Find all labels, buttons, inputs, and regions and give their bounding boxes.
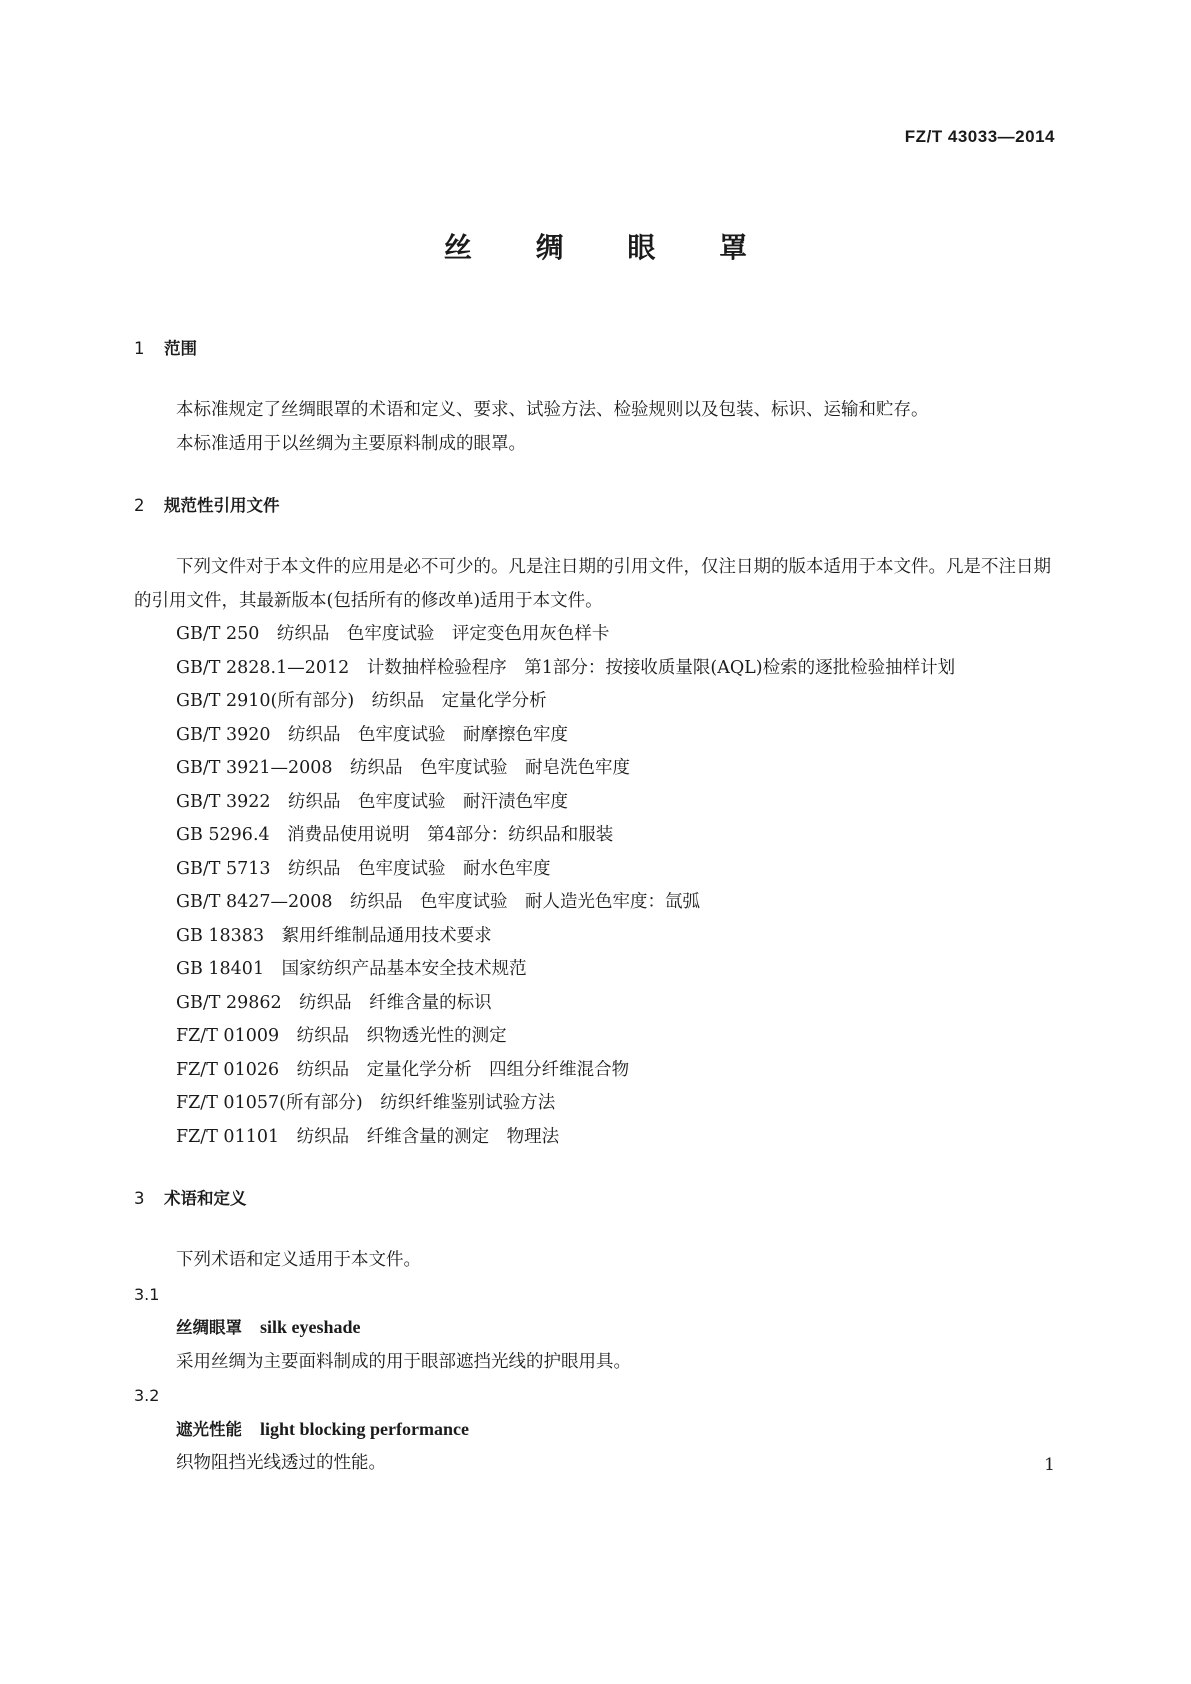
paragraph: 下列术语和定义适用于本文件。 — [176, 1250, 421, 1270]
term-en: light blocking performance — [260, 1418, 469, 1439]
term-zh: 丝绸眼罩 — [176, 1318, 242, 1337]
section-heading-terms-definitions — [134, 1182, 1057, 1216]
term-definition: 采用丝绸为主要面料制成的用于眼部遮挡光线的护眼用具。 — [176, 1351, 631, 1372]
reference-item: FZ/T 01009 纺织品 织物透光性的测定 — [176, 1026, 507, 1046]
term-definition: 织物阻挡光线透过的性能。 — [176, 1453, 386, 1473]
reference-item: GB/T 2828.1—2012 计数抽样检验程序 第1部分：按接收质量限(AQL)检索的逐批检验抽样计划 — [176, 657, 956, 678]
reference-item: GB 5296.4 消费品使用说明 第4部分：纺织品和服装 — [176, 825, 614, 845]
term-number: 3.1 — [134, 1284, 160, 1304]
reference-item: GB/T 3922 纺织品 色牢度试验 耐汗渍色牢度 — [176, 791, 569, 812]
section-title: 规范性引用文件 — [164, 496, 280, 515]
paragraph: 本标准适用于以丝绸为主要原料制成的眼罩。 — [176, 433, 526, 454]
term-heading — [134, 1413, 1057, 1448]
section-heading-normative-references — [134, 489, 1057, 523]
reference-item: GB/T 3920 纺织品 色牢度试验 耐摩擦色牢度 — [176, 724, 569, 745]
reference-item: FZ/T 01057(所有部分) 纺织纤维鉴别试验方法 — [176, 1093, 556, 1113]
page-number: 1 — [1044, 1455, 1055, 1475]
reference-item: GB 18401 国家纺织产品基本安全技术规范 — [176, 959, 527, 979]
term-heading — [134, 1311, 1057, 1346]
reference-item: FZ/T 01101 纺织品 纤维含量的测定 物理法 — [176, 1126, 560, 1147]
reference-item: GB/T 2910(所有部分) 纺织品 定量化学分析 — [176, 691, 547, 711]
reference-item: GB/T 3921—2008 纺织品 色牢度试验 耐皂洗色牢度 — [176, 758, 631, 778]
reference-item: GB/T 250 纺织品 色牢度试验 评定变色用灰色样卡 — [176, 624, 610, 644]
section-number: 1 — [134, 339, 145, 358]
reference-item: GB/T 5713 纺织品 色牢度试验 耐水色牢度 — [176, 858, 551, 879]
term-en: silk eyeshade — [260, 1317, 361, 1337]
reference-item: GB/T 29862 纺织品 纤维含量的标识 — [176, 992, 492, 1013]
term-number: 3.2 — [134, 1386, 160, 1405]
document-title: 丝 绸 眼 罩 — [443, 231, 775, 264]
reference-item: FZ/T 01026 纺织品 定量化学分析 四组分纤维混合物 — [176, 1059, 630, 1080]
paragraph: 下列文件对于本文件的应用是必不可少的。凡是注日期的引用文件，仅注日期的版本适用于本文件。凡是不注日期的引用文件，其最新版本(包括所有的修改单)适用于本文件。 — [134, 557, 1051, 611]
document-code: FZ/T 43033—2014 — [904, 127, 1055, 146]
term-zh: 遮光性能 — [176, 1419, 242, 1439]
reference-item: GB/T 8427—2008 纺织品 色牢度试验 耐人造光色牢度：氙弧 — [176, 892, 701, 912]
document-body — [134, 332, 1057, 1481]
section-title: 范围 — [164, 339, 197, 358]
section-number: 2 — [134, 496, 145, 515]
reference-item: GB 18383 絮用纤维制品通用技术要求 — [176, 925, 492, 946]
section-heading-scope — [134, 332, 1057, 366]
section-number: 3 — [134, 1189, 145, 1208]
paragraph: 本标准规定了丝绸眼罩的术语和定义、要求、试验方法、检验规则以及包装、标识、运输和贮存。 — [176, 400, 929, 420]
section-title: 术语和定义 — [164, 1189, 247, 1208]
